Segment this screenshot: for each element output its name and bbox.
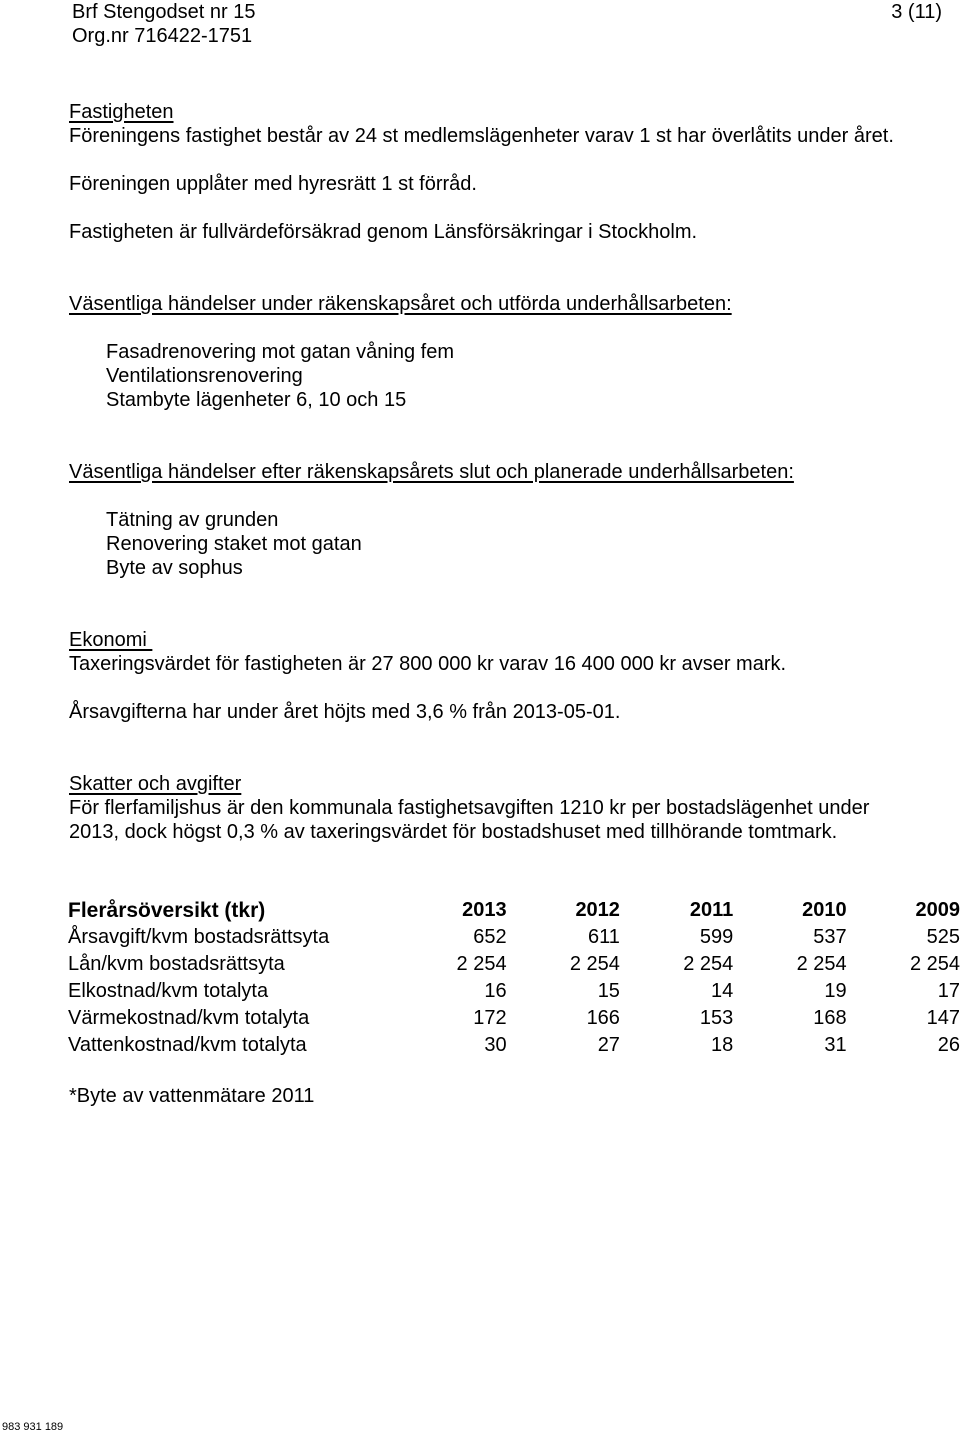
- planned-item: Tätning av grunden: [106, 509, 279, 531]
- row-label: Värmekostnad/kvm totalyta: [68, 1007, 310, 1029]
- year-header: 2013: [462, 898, 507, 921]
- cell-value: 652: [473, 926, 507, 948]
- cell-value: 168: [813, 1007, 847, 1029]
- cell-value: 19: [824, 980, 847, 1002]
- skatter-line-1: För flerfamiljshus är den kommunala fastighetsavgiften 1210 kr per bostadslägenhet under: [69, 797, 870, 819]
- year-header: 2009: [915, 898, 960, 921]
- table-row: [68, 978, 960, 1005]
- year-header: 2010: [802, 898, 847, 921]
- cell-value: 15: [597, 980, 620, 1002]
- overview-header-row: [68, 896, 960, 924]
- cell-value: 2 254: [569, 953, 620, 975]
- cell-value: 16: [484, 980, 507, 1002]
- overview-title: Flerårsöversikt (tkr): [68, 898, 266, 922]
- skatter-line-2: 2013, dock högst 0,3 % av taxeringsvärdet för bostadshuset med tillhörande tomtmark.: [69, 821, 838, 843]
- table-row: [68, 1005, 960, 1032]
- cell-value: 172: [473, 1007, 507, 1029]
- row-label: Vattenkostnad/kvm totalyta: [68, 1034, 307, 1056]
- fastigheten-paragraph-2: Föreningen upplåter med hyresrätt 1 st förråd.: [69, 173, 477, 195]
- cell-value: 2 254: [909, 953, 960, 975]
- cell-value: 26: [937, 1034, 960, 1056]
- event-item: Ventilationsrenovering: [106, 365, 303, 387]
- cell-value: 147: [926, 1007, 960, 1029]
- section-heading-ekonomi: Ekonomi: [69, 629, 153, 651]
- year-header: 2012: [575, 898, 620, 921]
- cell-value: 611: [588, 926, 620, 948]
- row-label: Elkostnad/kvm totalyta: [68, 980, 269, 1002]
- cell-value: 537: [813, 926, 847, 948]
- section-heading-skatter: Skatter och avgifter: [69, 773, 242, 795]
- table-row: [68, 951, 960, 978]
- table-row: [68, 924, 960, 951]
- ekonomi-paragraph-1: Taxeringsvärdet för fastigheten är 27 800 000 kr varav 16 400 000 kr avser mark.: [69, 653, 787, 675]
- ekonomi-paragraph-2: Årsavgifterna har under året höjts med 3,6 % från 2013-05-01.: [69, 701, 621, 723]
- cell-value: 2 254: [796, 953, 847, 975]
- overview-table: [68, 896, 960, 1059]
- section-heading-planned: Väsentliga händelser efter räkenskapsårets slut och planerade underhållsarbeten:: [69, 461, 794, 483]
- cell-value: 30: [484, 1034, 507, 1056]
- event-item: Fasadrenovering mot gatan våning fem: [106, 341, 454, 363]
- cell-value: 27: [597, 1034, 620, 1056]
- table-row: [68, 1032, 960, 1059]
- planned-item: Renovering staket mot gatan: [106, 533, 362, 555]
- fastigheten-paragraph-1: Föreningens fastighet består av 24 st medlemslägenheter varav 1 st har överlåtits under året.: [69, 125, 894, 147]
- page-number: 3 (11): [891, 1, 942, 23]
- cell-value: 599: [699, 926, 734, 948]
- org-number: Org.nr 716422-1751: [72, 25, 253, 47]
- fastigheten-paragraph-3: Fastigheten är fullvärdeförsäkrad genom Länsförsäkringar i Stockholm.: [69, 221, 698, 243]
- section-heading-events: Väsentliga händelser under räkenskapsåret och utförda underhållsarbeten:: [69, 293, 732, 315]
- document-id: 983 931 189: [2, 1421, 64, 1433]
- section-heading-fastigheten: Fastigheten: [69, 101, 174, 123]
- cell-value: 14: [711, 980, 734, 1002]
- footnote: *Byte av vattenmätare 2011: [69, 1085, 315, 1107]
- cell-value: 17: [937, 980, 960, 1002]
- row-label: Lån/kvm bostadsrättsyta: [68, 953, 285, 975]
- org-name: Brf Stengodset nr 15: [72, 1, 256, 23]
- cell-value: 2 254: [683, 953, 734, 975]
- cell-value: 2 254: [456, 953, 507, 975]
- year-header: 2011: [689, 898, 734, 921]
- cell-value: 18: [711, 1034, 734, 1056]
- cell-value: 31: [824, 1034, 847, 1056]
- row-label: Årsavgift/kvm bostadsrättsyta: [68, 926, 330, 948]
- cell-value: 525: [926, 926, 960, 948]
- event-item: Stambyte lägenheter 6, 10 och 15: [106, 389, 407, 411]
- cell-value: 166: [586, 1007, 620, 1029]
- cell-value: 153: [699, 1007, 734, 1029]
- planned-item: Byte av sophus: [106, 557, 243, 579]
